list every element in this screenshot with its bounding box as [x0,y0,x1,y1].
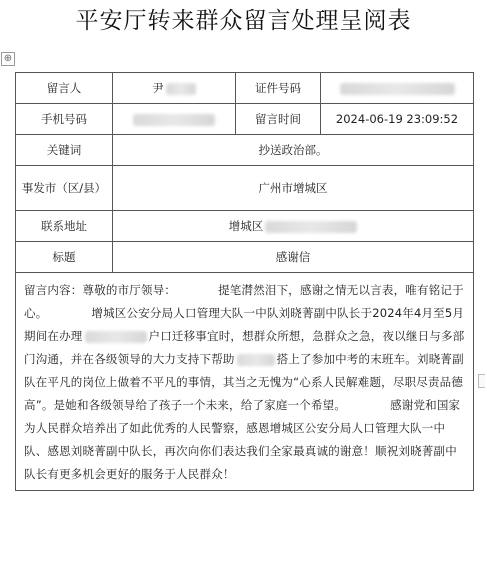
message-greeting: 留言内容：尊敬的市厅领导： [24,283,177,297]
table-row [16,211,474,242]
keyword-value: 抄送政治部。 [113,135,474,166]
commenter-cell [113,73,236,104]
table-row [16,73,474,104]
phone-label: 手机号码 [16,104,113,135]
keyword-label: 关键词 [16,135,113,166]
address-cell [113,211,474,242]
commenter-label: 留言人 [16,73,113,104]
table-row [16,135,474,166]
redacted-name [166,83,196,95]
phone-cell [113,104,236,135]
message-content [16,273,474,491]
redacted-id [340,83,455,95]
message-body-1: 增城区公安分局人口管理大队一中队刘晓菁副中队长于2024年4月至5月期间在办理 [24,306,465,343]
page-title: 平安厅转来群众留言处理呈阅表 [75,8,412,34]
message-body-2: 户口迁移事宜时，想群众所想，急群众之急，夜以继日与多部门沟通，并在各级领导的大力支持下帮助 [24,329,465,366]
message-body-3: 搭上了参加中考的末班车。刘晓菁副队在平凡的岗位上做着不平凡的事情，其当之无愧为“心系人民解难题，尽职尽责品德高”。是她和各级领导给了孩子一个未来，给了家庭一个希望。 [24,352,464,412]
message-form-table [15,72,474,491]
redacted-child [237,354,275,366]
address-label: 联系地址 [16,211,113,242]
table-row [16,166,474,211]
message-closing: 感谢党和国家为人民群众培养出了如此优秀的人民警察，感恩增城区公安分局人口管理大队一中队、感恩刘晓菁副中队长，再次向你们表达我们全家最真诚的谢意！顺祝刘晓菁副中队长有更多机会更好的服务于人民群众！ [24,398,461,481]
table-row [16,104,474,135]
redacted-phone [133,114,215,126]
subject-label: 标题 [16,242,113,273]
id-label: 证件号码 [236,73,321,104]
address-value: 增城区 [228,219,264,233]
table-row [16,273,474,491]
city-value: 广州市增城区 [113,166,474,211]
time-label: 留言时间 [236,104,321,135]
table-row [16,242,474,273]
side-scroll-marker [478,374,485,388]
time-value: 2024-06-19 23:09:52 [321,104,474,135]
commenter-value: 尹 [152,81,164,95]
table-move-handle[interactable]: ⊕ [1,52,15,66]
city-label: 事发市（区/县） [16,166,113,211]
id-cell [321,73,474,104]
message-opening: 提笔潸然泪下，感谢之情无以言表，唯有铭记于心。 [24,283,464,320]
redacted-person [85,331,147,343]
redacted-address [265,221,357,233]
subject-value: 感谢信 [113,242,474,273]
